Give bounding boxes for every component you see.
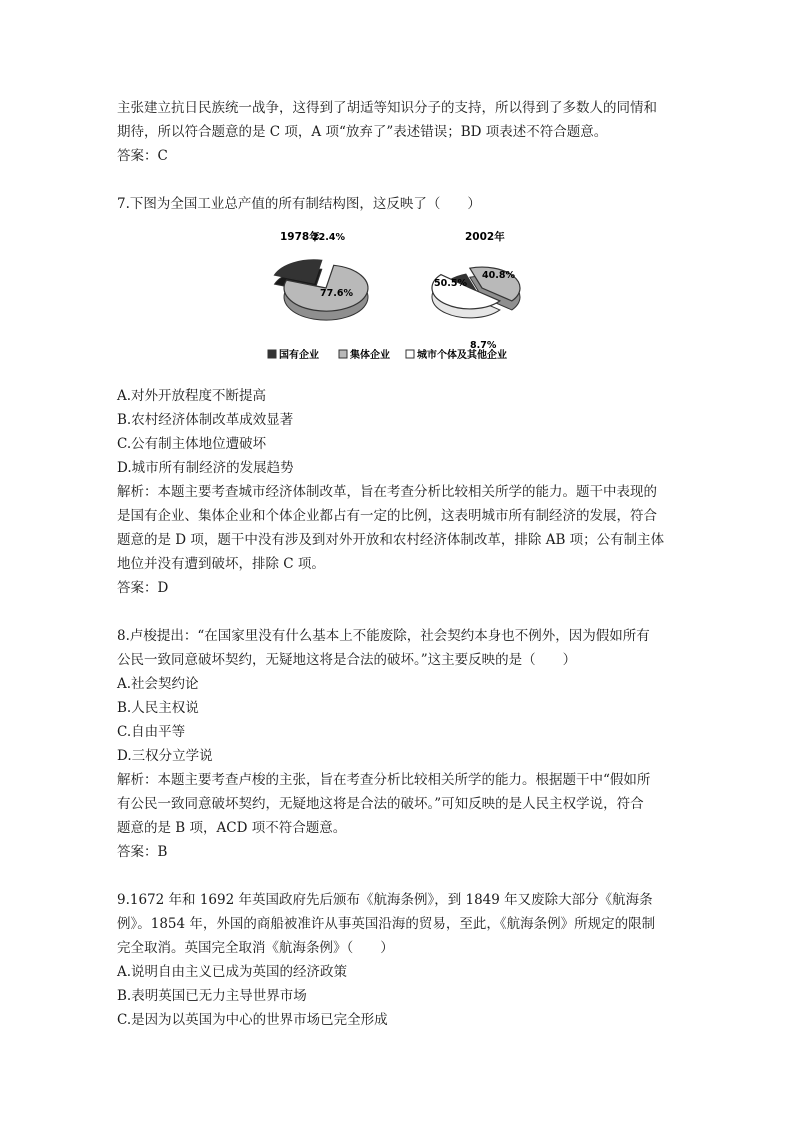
chart-legend — [268, 348, 507, 361]
legend-label-collective: 集体企业 — [350, 350, 390, 361]
q8-option-c: C.自由平等 — [117, 724, 186, 740]
q8-stem-line-2: 公民一致同意破坏契约，无疑地这将是合法的破坏。”这主要反映的是（ ） — [117, 652, 577, 668]
q9-option-c: C.是因为以英国为中心的世界市场已完全形成 — [117, 1012, 388, 1028]
q9-option-a: A.说明自由主义已成为英国的经济政策 — [117, 964, 348, 980]
q8-analysis-line-1: 解析：本题主要考查卢梭的主张，旨在考查分析比较相关所学的能力。根据题干中“假如所 — [117, 772, 651, 788]
legend-swatch-state — [268, 350, 276, 358]
chart-2002-title: 2002年 — [465, 231, 505, 243]
q9-option-b: B.表明英国已无力主导世界市场 — [117, 988, 307, 1004]
q7-option-b: B.农村经济体制改革成效显著 — [117, 412, 294, 428]
q7-analysis-line-2: 是国有企业、集体企业和个体企业都占有一定的比例，这表明城市所有制经济的发展，符合 — [117, 508, 657, 524]
q6-answer: 答案：C — [117, 148, 168, 164]
pie-slice-label: 50.5% — [434, 278, 467, 289]
q8-analysis-line-3: 题意的是 B 项，ACD 项不符合题意。 — [117, 820, 347, 836]
q7-option-d: D.城市所有制经济的发展趋势 — [117, 460, 294, 476]
pie-slice-label: 77.6% — [320, 288, 353, 299]
pie-2002 — [432, 267, 520, 351]
q6-analysis-line-2: 期待，所以符合题意的是 C 项，A 项“放弃了”表述错误；BD 项表述不符合题意。 — [117, 124, 608, 140]
q8-analysis-line-2: 有公民一致同意破坏契约，无疑地这将是合法的破坏。”可知反映的是人民主权学说，符合 — [117, 796, 644, 812]
pie-slice-label: 22.4% — [312, 232, 345, 243]
legend-swatch-collective — [339, 350, 347, 358]
q8-answer: 答案：B — [117, 844, 168, 860]
q7-option-c: C.公有制主体地位遭破坏 — [117, 436, 267, 452]
q9-stem-line-2: 例》。1854 年，外国的商船被准许从事英国沿海的贸易，至此，《航海条例》所规定的限制 — [117, 916, 656, 932]
q8-stem-line-1: 8.卢梭提出：“在国家里没有什么基本上不能废除，社会契约本身也不例外，因为假如所有 — [117, 628, 650, 644]
q8-option-a: A.社会契约论 — [117, 676, 199, 692]
q7-answer: 答案：D — [117, 580, 169, 596]
q7-analysis-line-4: 地位并没有遭到破坏，排除 C 项。 — [117, 556, 325, 572]
q9-stem-line-3: 完全取消。英国完全取消《航海条例》（ ） — [117, 940, 394, 956]
chart-1978-title: 1978年 — [280, 231, 320, 243]
legend-label-state: 国有企业 — [279, 350, 319, 361]
pie-slice-label: 8.7% — [470, 340, 497, 351]
q7-stem: 7.下图为全国工业总产值的所有制结构图，这反映了（ ） — [117, 196, 481, 212]
pie-1978 — [275, 232, 368, 320]
pie-slice-label: 40.8% — [482, 270, 515, 281]
q8-option-b: B.人民主权说 — [117, 700, 199, 716]
legend-label-private: 城市个体及其他企业 — [417, 350, 507, 361]
q8-option-d: D.三权分立学说 — [117, 748, 213, 764]
q7-analysis-line-1: 解析：本题主要考查城市经济体制改革，旨在考查分析比较相关所学的能力。题干中表现的 — [117, 484, 657, 500]
q7-option-a: A.对外开放程度不断提高 — [117, 388, 267, 404]
q7-analysis-line-3: 题意的是 D 项，题干中没有涉及到对外开放和农村经济体制改革，排除 AB 项；公有制主体 — [117, 532, 665, 548]
ownership-structure-pie-chart — [258, 226, 538, 366]
legend-swatch-private — [406, 350, 414, 358]
q6-analysis-line-1: 主张建立抗日民族统一战争，这得到了胡适等知识分子的支持，所以得到了多数人的同情和 — [117, 100, 657, 116]
q9-stem-line-1: 9.1672 年和 1692 年英国政府先后颁布《航海条例》，到 1849 年又废除大部分《航海条 — [117, 892, 653, 908]
